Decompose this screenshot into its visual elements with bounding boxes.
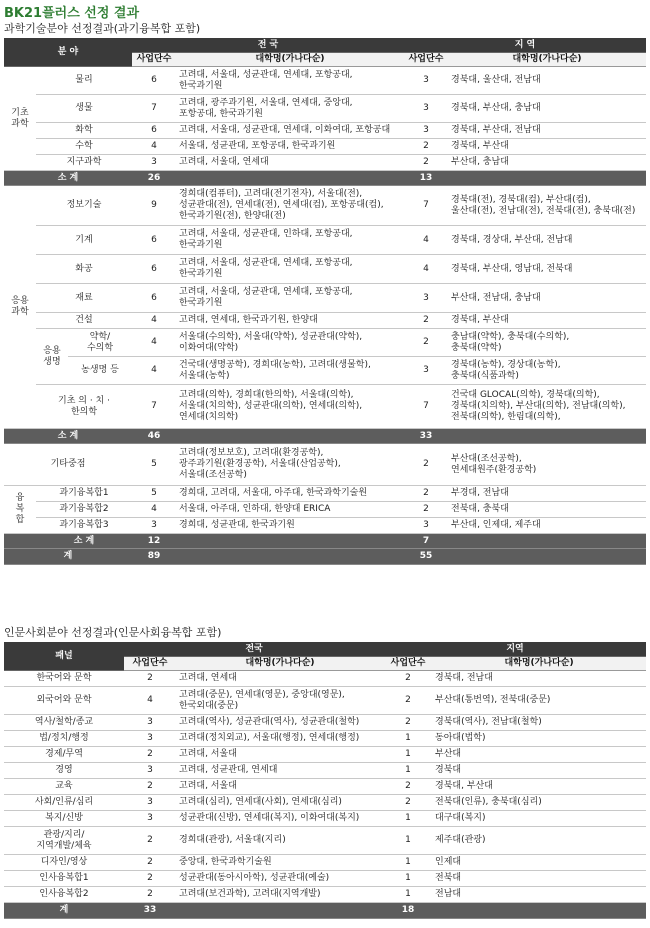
field-name: 약학/ 수의학 <box>68 329 132 357</box>
unit-count: 3 <box>124 795 176 811</box>
total-label: 계 <box>4 549 132 565</box>
field-name: 화공 <box>36 255 132 284</box>
univ-list: 서울대(수의학), 서울대(약학), 성균관대(약학), 이화여대(약학) <box>176 329 404 357</box>
unit-count: 5 <box>132 486 176 502</box>
univ-list: 고려대, 서울대, 성균관대, 연세대, 이화여대, 포항공대 <box>176 123 404 139</box>
unit-count: 1 <box>384 731 432 747</box>
unit-count: 4 <box>132 329 176 357</box>
unit-count: 9 <box>132 186 176 226</box>
univ-list: 성균관대(신방), 연세대(복지), 이화여대(복지) <box>176 811 384 827</box>
unit-count: 7 <box>132 385 176 429</box>
univ-list: 경북대, 부산대, 충남대 <box>448 95 646 123</box>
table-row <box>4 779 646 795</box>
header-univ: 대학명(가나다순) <box>176 53 404 67</box>
panel-name: 경제/무역 <box>4 747 124 763</box>
field-name: 지구과학 <box>36 155 132 171</box>
field-name: 재료 <box>36 284 132 313</box>
univ-list: 서울대, 성균관대, 포항공대, 한국과기원 <box>176 139 404 155</box>
unit-count: 3 <box>404 123 448 139</box>
panel-name: 관광/지리/ 지역개발/체육 <box>4 827 124 855</box>
univ-list: 부산대, 충남대 <box>448 155 646 171</box>
group-label: 응용 생명 <box>36 329 68 385</box>
table-row <box>4 123 646 139</box>
univ-list: 경북대, 부산대, 영남대, 전북대 <box>448 255 646 284</box>
unit-count: 2 <box>404 313 448 329</box>
unit-count: 3 <box>404 67 448 95</box>
univ-list: 고려대, 서울대, 연세대 <box>176 155 404 171</box>
table-row <box>4 887 646 903</box>
panel-name: 한국어와 문학 <box>4 671 124 687</box>
unit-count: 5 <box>132 444 176 486</box>
univ-list: 고려대, 광주과기원, 서울대, 연세대, 중앙대, 포항공대, 한국과기원 <box>176 95 404 123</box>
univ-list: 고려대(역사), 성균관대(역사), 성균관대(철학) <box>176 715 384 731</box>
science-table <box>4 38 646 565</box>
panel-name: 디자인/영상 <box>4 855 124 871</box>
table-row <box>4 444 646 486</box>
header-regional: 지 역 <box>404 38 646 53</box>
univ-list: 경북대(역사), 전남대(철학) <box>432 715 646 731</box>
univ-list: 고려대, 서울대 <box>176 747 384 763</box>
unit-count: 4 <box>404 255 448 284</box>
unit-count: 2 <box>404 486 448 502</box>
univ-list: 경북대(농학), 경상대(농학), 충북대(식품과학) <box>448 357 646 385</box>
univ-list: 부경대, 전남대 <box>448 486 646 502</box>
unit-count: 1 <box>384 811 432 827</box>
header-regional: 지역 <box>384 642 646 657</box>
header-units: 사업단수 <box>404 53 448 67</box>
subtotal-label: 소 계 <box>4 171 132 186</box>
univ-list: 고려대(심리), 연세대(사회), 연세대(심리) <box>176 795 384 811</box>
table-row <box>4 747 646 763</box>
univ-list: 대구대(복지) <box>432 811 646 827</box>
univ-list: 부산대(통번역), 전북대(중문) <box>432 687 646 715</box>
table-row <box>4 67 646 95</box>
section2-subtitle: 인문사회분야 선정결과(인문사회융복합 포함) <box>4 626 222 639</box>
unit-count: 3 <box>124 731 176 747</box>
unit-count: 7 <box>132 95 176 123</box>
univ-list: 경희대(컴퓨터), 고려대(전기전자), 서울대(전), 성균관대(전), 연세대(전), 연세대(컴), 포항공대(컴), 한국과기원(전), 한양대(전) <box>176 186 404 226</box>
unit-count: 2 <box>124 827 176 855</box>
unit-count: 6 <box>132 284 176 313</box>
univ-list: 고려대, 성균관대, 연세대 <box>176 763 384 779</box>
subtotal-label: 소 계 <box>4 429 132 444</box>
unit-count: 1 <box>384 747 432 763</box>
table-row <box>4 226 646 255</box>
univ-list: 경북대, 전남대 <box>432 671 646 687</box>
table-row <box>4 329 646 357</box>
table-row <box>4 827 646 855</box>
univ-list: 경북대, 부산대 <box>448 313 646 329</box>
subtotal-national: 46 <box>132 429 176 444</box>
unit-count: 1 <box>384 855 432 871</box>
unit-count: 2 <box>404 444 448 486</box>
table-row <box>4 715 646 731</box>
univ-list: 고려대, 서울대, 성균관대, 연세대, 포항공대, 한국과기원 <box>176 255 404 284</box>
subtotal-regional: 13 <box>404 171 448 186</box>
header-units: 사업단수 <box>124 657 176 671</box>
field-name: 정보기술 <box>36 186 132 226</box>
field-name: 과기융복합2 <box>36 502 132 518</box>
univ-list: 충남대(약학), 충북대(수의학), 충북대(약학) <box>448 329 646 357</box>
unit-count: 3 <box>132 155 176 171</box>
univ-list: 경북대, 부산대 <box>432 779 646 795</box>
field-name: 화학 <box>36 123 132 139</box>
field-name: 기계 <box>36 226 132 255</box>
table-row <box>4 486 646 502</box>
univ-list: 경북대, 부산대 <box>448 139 646 155</box>
header-panel: 패널 <box>4 642 124 671</box>
header-units: 사업단수 <box>132 53 176 67</box>
field-name: 농생명 등 <box>68 357 132 385</box>
univ-list: 중앙대, 한국과학기술원 <box>176 855 384 871</box>
unit-count: 1 <box>384 887 432 903</box>
header-national: 전 국 <box>132 38 404 53</box>
unit-count: 2 <box>404 502 448 518</box>
field-name: 기초 의 · 치 · 한의학 <box>36 385 132 429</box>
unit-count: 3 <box>404 357 448 385</box>
group-label: 응용 과학 <box>4 186 36 429</box>
field-name: 과기융복합1 <box>36 486 132 502</box>
table-row <box>4 502 646 518</box>
table-row <box>4 687 646 715</box>
panel-name: 복지/신방 <box>4 811 124 827</box>
univ-list: 서울대, 아주대, 인하대, 한양대 ERICA <box>176 502 404 518</box>
subtotal-national: 12 <box>132 534 176 549</box>
total-row <box>4 549 646 565</box>
subtotal-label: 소 계 <box>36 534 132 549</box>
subtotal-row <box>4 429 646 444</box>
univ-list: 전북대(인류), 충북대(심리) <box>432 795 646 811</box>
total-row <box>4 903 646 919</box>
univ-list: 경북대 <box>432 763 646 779</box>
header-field: 분 야 <box>4 38 132 67</box>
univ-list: 전남대 <box>432 887 646 903</box>
univ-list: 건국대 GLOCAL(의학), 경북대(의학), 경북대(치의학), 부산대(의학), 전남대(의학), 전북대(의학), 한림대(의학), <box>448 385 646 429</box>
table-row <box>4 385 646 429</box>
unit-count: 3 <box>404 284 448 313</box>
unit-count: 2 <box>124 887 176 903</box>
univ-list: 성균관대(동아시아학), 성균관대(예술) <box>176 871 384 887</box>
field-name: 물리 <box>36 67 132 95</box>
subtotal-regional: 33 <box>404 429 448 444</box>
univ-list: 전북대, 충북대 <box>448 502 646 518</box>
table-row <box>4 155 646 171</box>
unit-count: 2 <box>124 871 176 887</box>
table-row <box>4 671 646 687</box>
univ-list: 부산대 <box>432 747 646 763</box>
univ-list: 건국대(생명공학), 경희대(농학), 고려대(생물학), 서울대(농학) <box>176 357 404 385</box>
unit-count: 2 <box>124 779 176 795</box>
unit-count: 4 <box>124 687 176 715</box>
univ-list: 부산대(조선공학), 연세대원주(환경공학) <box>448 444 646 486</box>
table-row <box>4 255 646 284</box>
unit-count: 3 <box>132 518 176 534</box>
unit-count: 1 <box>384 763 432 779</box>
unit-count: 3 <box>404 518 448 534</box>
table-row <box>4 95 646 123</box>
table-row <box>4 284 646 313</box>
subtotal-national: 26 <box>132 171 176 186</box>
unit-count: 3 <box>124 715 176 731</box>
univ-list: 경희대, 성균관대, 한국과기원 <box>176 518 404 534</box>
univ-list: 경북대(전), 경북대(컴), 부산대(컴), 울산대(전), 전남대(전), 전북대(전), 충북대(전) <box>448 186 646 226</box>
univ-list: 부산대, 인제대, 제주대 <box>448 518 646 534</box>
unit-count: 2 <box>124 855 176 871</box>
unit-count: 6 <box>132 226 176 255</box>
unit-count: 4 <box>132 139 176 155</box>
table-row <box>4 139 646 155</box>
unit-count: 2 <box>404 155 448 171</box>
unit-count: 7 <box>404 385 448 429</box>
unit-count: 2 <box>384 715 432 731</box>
table-row <box>4 871 646 887</box>
header-univ: 대학명(가나다순) <box>448 53 646 67</box>
univ-list: 고려대, 서울대 <box>176 779 384 795</box>
univ-list: 인제대 <box>432 855 646 871</box>
unit-count: 2 <box>384 687 432 715</box>
panel-name: 법/정치/행정 <box>4 731 124 747</box>
table-row <box>4 763 646 779</box>
table-row <box>4 357 646 385</box>
table-row <box>4 186 646 226</box>
unit-count: 2 <box>384 671 432 687</box>
field-name: 과기융복합3 <box>36 518 132 534</box>
header-units: 사업단수 <box>384 657 432 671</box>
univ-list: 고려대, 서울대, 성균관대, 연세대, 포항공대, 한국과기원 <box>176 284 404 313</box>
group-label: 융 복 합 <box>4 486 36 534</box>
table-row <box>4 518 646 534</box>
univ-list: 고려대(의학), 경희대(한의학), 서울대(의학), 서울대(치의학), 성균관대(의학), 연세대(의학), 연세대(치의학) <box>176 385 404 429</box>
panel-name: 외국어와 문학 <box>4 687 124 715</box>
group-label: 기초 과학 <box>4 67 36 171</box>
unit-count: 4 <box>132 313 176 329</box>
unit-count: 4 <box>132 357 176 385</box>
unit-count: 3 <box>124 811 176 827</box>
univ-list: 고려대, 서울대, 성균관대, 인하대, 포항공대, 한국과기원 <box>176 226 404 255</box>
panel-name: 역사/철학/종교 <box>4 715 124 731</box>
field-name: 수학 <box>36 139 132 155</box>
unit-count: 2 <box>124 671 176 687</box>
univ-list: 경희대, 고려대, 서울대, 아주대, 한국과학기술원 <box>176 486 404 502</box>
unit-count: 2 <box>404 139 448 155</box>
unit-count: 6 <box>132 255 176 284</box>
subtotal-row <box>4 534 646 549</box>
table-row <box>4 313 646 329</box>
unit-count: 2 <box>384 795 432 811</box>
univ-list: 고려대(보건과학), 고려대(지역개발) <box>176 887 384 903</box>
panel-name: 인사융복합2 <box>4 887 124 903</box>
unit-count: 4 <box>132 502 176 518</box>
unit-count: 7 <box>404 186 448 226</box>
table-row <box>4 855 646 871</box>
section1-subtitle: 과학기술분야 선정결과(과기융복합 포함) <box>4 22 201 35</box>
unit-count: 1 <box>384 871 432 887</box>
field-name: 생물 <box>36 95 132 123</box>
page-title: BK21플러스 선정 결과 <box>4 6 140 21</box>
field-name: 건설 <box>36 313 132 329</box>
unit-count: 1 <box>384 827 432 855</box>
unit-count: 6 <box>132 123 176 139</box>
univ-list: 제주대(관광) <box>432 827 646 855</box>
univ-list: 고려대(중문), 연세대(영문), 중앙대(영문), 한국외대(중문) <box>176 687 384 715</box>
unit-count: 3 <box>124 763 176 779</box>
unit-count: 2 <box>124 747 176 763</box>
univ-list: 고려대(정치외교), 서울대(행정), 연세대(행정) <box>176 731 384 747</box>
total-national: 33 <box>124 903 176 919</box>
univ-list: 고려대, 연세대, 한국과기원, 한양대 <box>176 313 404 329</box>
univ-list: 경북대, 부산대, 전남대 <box>448 123 646 139</box>
unit-count: 3 <box>404 95 448 123</box>
univ-list: 고려대(정보보호), 고려대(환경공학), 광주과기원(환경공학), 서울대(산업공학), 서울대(조선공학) <box>176 444 404 486</box>
humanities-table <box>4 642 646 919</box>
univ-list: 동아대(법학) <box>432 731 646 747</box>
header-univ: 대학명(가나다순) <box>432 657 646 671</box>
header-univ: 대학명(가나다순) <box>176 657 384 671</box>
univ-list: 경북대, 경상대, 부산대, 전남대 <box>448 226 646 255</box>
unit-count: 6 <box>132 67 176 95</box>
panel-name: 경영 <box>4 763 124 779</box>
unit-count: 2 <box>384 779 432 795</box>
univ-list: 부산대, 전남대, 충남대 <box>448 284 646 313</box>
univ-list: 고려대, 서울대, 성균관대, 연세대, 포항공대, 한국과기원 <box>176 67 404 95</box>
field-name: 기타중점 <box>4 444 132 486</box>
total-national: 89 <box>132 549 176 565</box>
total-label: 계 <box>4 903 124 919</box>
total-regional: 18 <box>384 903 432 919</box>
unit-count: 4 <box>404 226 448 255</box>
univ-list: 고려대, 연세대 <box>176 671 384 687</box>
panel-name: 사회/인류/심리 <box>4 795 124 811</box>
unit-count: 2 <box>404 329 448 357</box>
table-row <box>4 731 646 747</box>
table-row <box>4 811 646 827</box>
panel-name: 교육 <box>4 779 124 795</box>
header-national: 전국 <box>124 642 384 657</box>
univ-list: 경북대, 울산대, 전남대 <box>448 67 646 95</box>
panel-name: 인사융복합1 <box>4 871 124 887</box>
total-regional: 55 <box>404 549 448 565</box>
univ-list: 전북대 <box>432 871 646 887</box>
table-row <box>4 795 646 811</box>
univ-list: 경희대(관광), 서울대(지리) <box>176 827 384 855</box>
subtotal-row <box>4 171 646 186</box>
subtotal-regional: 7 <box>404 534 448 549</box>
